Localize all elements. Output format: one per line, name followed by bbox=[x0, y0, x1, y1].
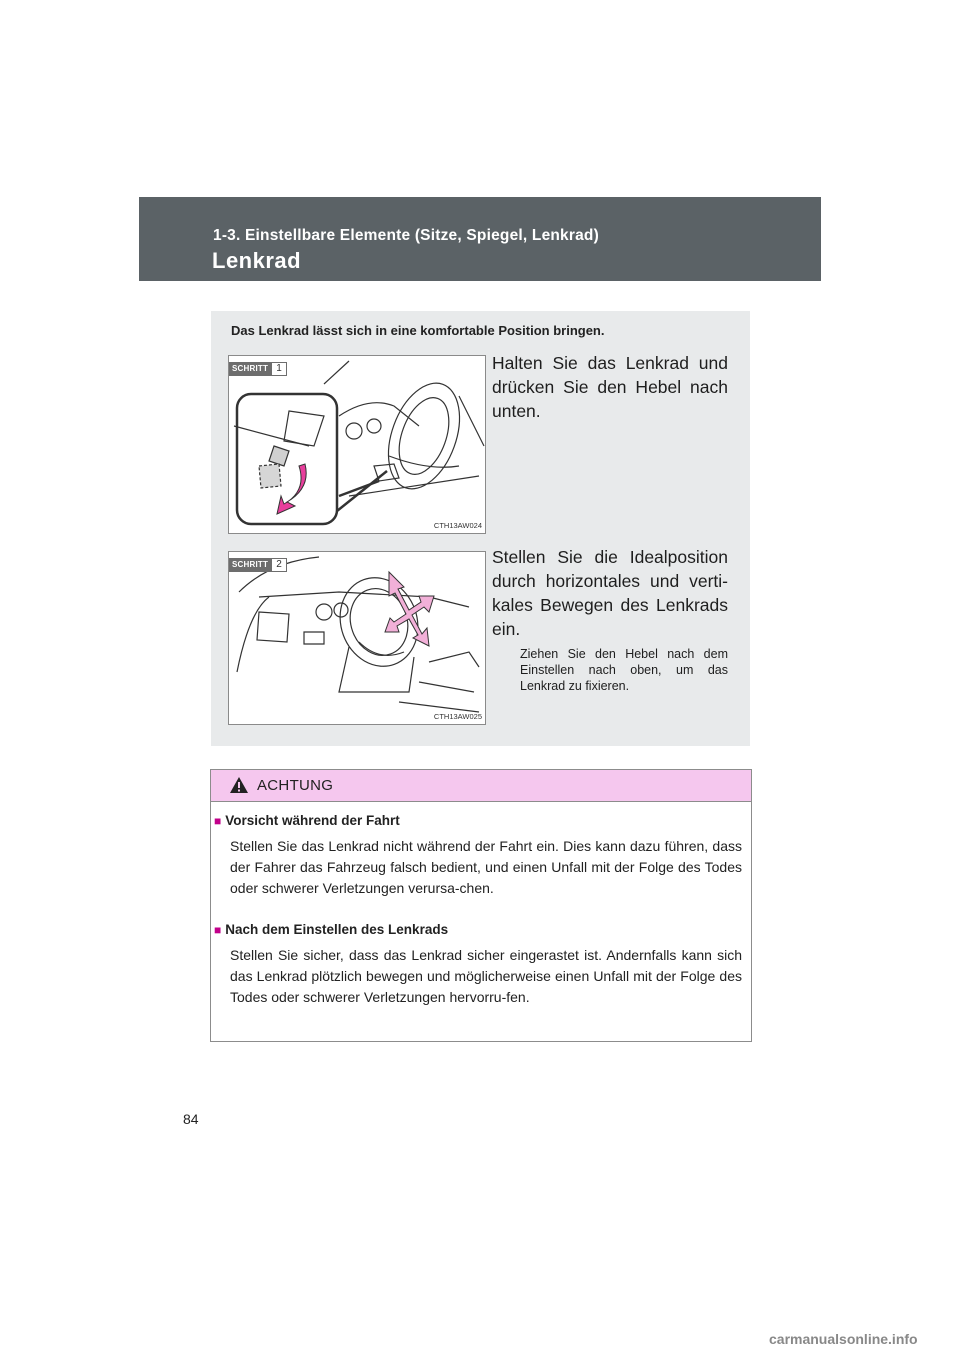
page-number: 84 bbox=[183, 1111, 199, 1127]
warning-subheading: ■ Nach dem Einstellen des Lenkrads bbox=[214, 922, 449, 937]
intro-text: Das Lenkrad lässt sich in eine komfortable Position bringen. bbox=[231, 323, 605, 338]
figure-step-2 bbox=[228, 551, 486, 725]
warning-subheading: ■ Vorsicht während der Fahrt bbox=[214, 813, 400, 828]
section-title: 1-3. Einstellbare Elemente (Sitze, Spiegel, Lenkrad) bbox=[213, 227, 599, 244]
square-bullet-icon: ■ bbox=[214, 814, 222, 828]
step-2-text: Stellen Sie die Idealposition durch horizontales und verti-kales Bewegen des Lenkrads ein. bbox=[492, 547, 728, 639]
figure-code: CTH13AW024 bbox=[433, 521, 482, 530]
instruction-panel bbox=[211, 311, 750, 746]
steering-adjust-illustration bbox=[229, 552, 485, 724]
warning-icon bbox=[229, 776, 249, 794]
warning-paragraph: Stellen Sie sicher, dass das Lenkrad sicher eingerastet ist. Andernfalls kann sich das Lenkrad plötzlich bewegen und möglicherweise einen Unfall mit der Folge des Todes oder schwerer Verletzungen hervorru-fen. bbox=[230, 947, 742, 1005]
warning-paragraph: Stellen Sie das Lenkrad nicht während der Fahrt ein. Dies kann dazu führen, dass der Fahrer das Fahrzeug falsch bedient, und einen Unfall mit der Folge des Todes oder schwerer Verletzungen verursa-chen. bbox=[230, 838, 742, 896]
warning-header bbox=[211, 770, 751, 802]
square-bullet-icon: ■ bbox=[214, 923, 222, 937]
figure-step-1 bbox=[228, 355, 486, 534]
warning-title: ACHTUNG bbox=[257, 777, 334, 794]
chapter-header bbox=[139, 197, 821, 281]
step-1-text: Halten Sie das Lenkrad und drücken Sie den Hebel nach unten. bbox=[492, 353, 728, 421]
page-title: Lenkrad bbox=[212, 248, 302, 273]
steering-lever-illustration bbox=[229, 356, 485, 533]
warning-box bbox=[210, 769, 752, 1042]
figure-code: CTH13AW025 bbox=[433, 712, 482, 721]
step-2-badge: SCHRITT 2 bbox=[229, 558, 287, 572]
step-2-note: Ziehen Sie den Hebel nach dem Einstellen nach oben, um das Lenkrad zu fixieren. bbox=[520, 647, 728, 693]
watermark: carmanualsonline.info bbox=[769, 1331, 918, 1347]
step-1-badge: SCHRITT 1 bbox=[229, 362, 287, 376]
